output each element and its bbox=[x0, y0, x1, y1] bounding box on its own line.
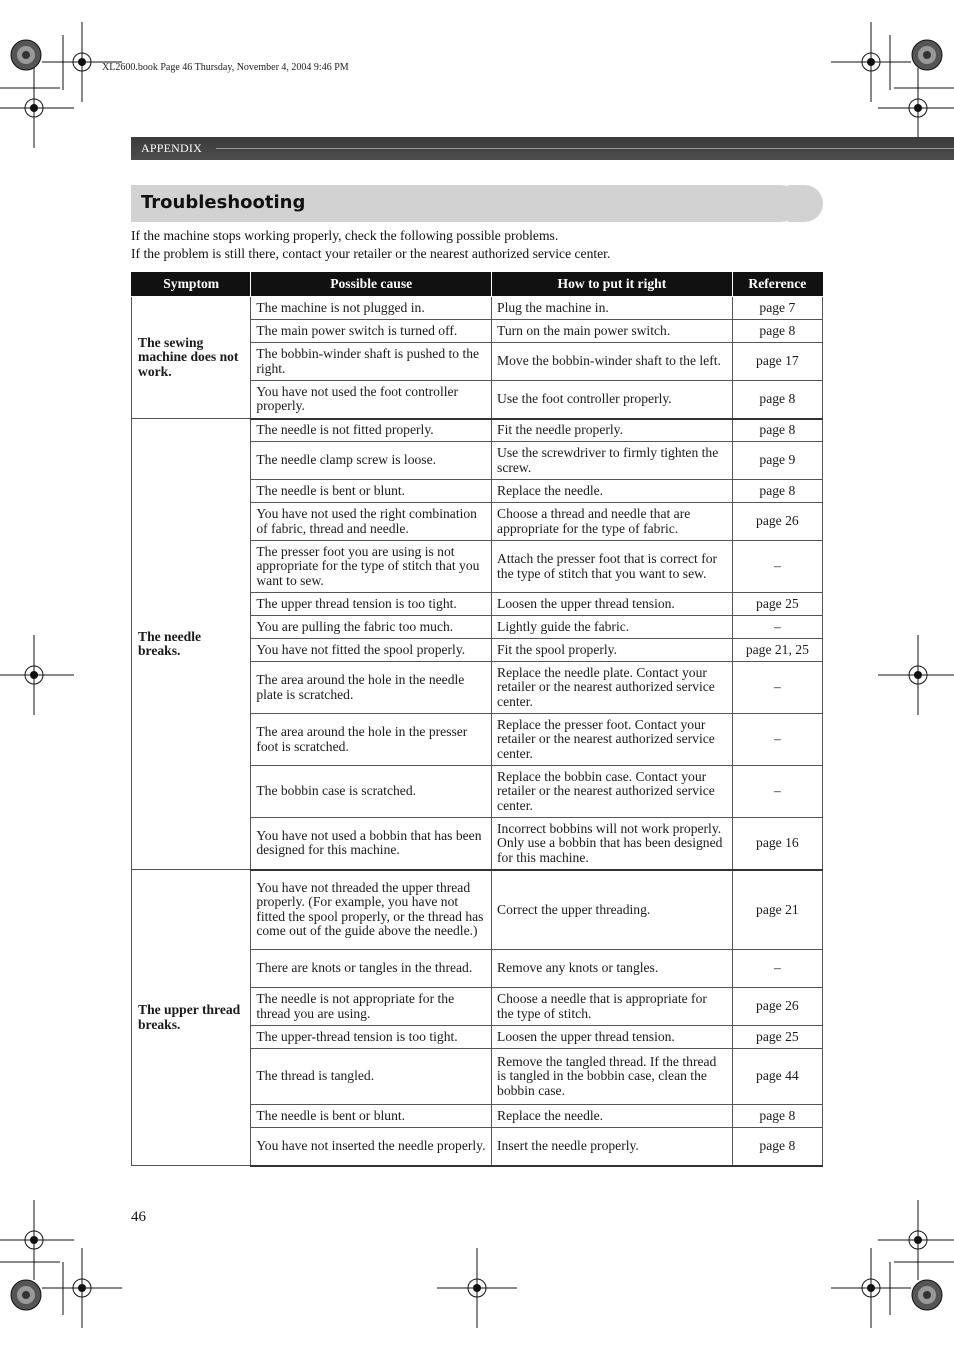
reference-cell: page 8 bbox=[732, 1128, 822, 1166]
section-header bbox=[131, 137, 954, 160]
reference-cell: page 16 bbox=[732, 818, 822, 870]
cause-cell: The area around the hole in the presser foot is scratched. bbox=[251, 714, 492, 766]
fix-cell: Replace the needle. bbox=[492, 480, 733, 503]
reference-cell: page 21 bbox=[732, 870, 822, 950]
table-row bbox=[132, 297, 823, 320]
cause-cell: The upper-thread tension is too tight. bbox=[251, 1026, 492, 1049]
fix-cell: Fit the spool properly. bbox=[492, 639, 733, 662]
reference-cell: page 21, 25 bbox=[732, 639, 822, 662]
reference-cell: – bbox=[732, 616, 822, 639]
cause-cell: The bobbin-winder shaft is pushed to the right. bbox=[251, 343, 492, 381]
symptom-cell: The upper thread breaks. bbox=[132, 870, 251, 1166]
fix-cell: Use the foot controller properly. bbox=[492, 381, 733, 419]
section-label: APPENDIX bbox=[141, 141, 202, 155]
cause-cell: The presser foot you are using is not appropriate for the type of stitch that you want to sew. bbox=[251, 541, 492, 593]
header-reference: Reference bbox=[732, 273, 822, 297]
fix-cell: Incorrect bobbins will not work properly. Only use a bobbin that has been designed for this machine. bbox=[492, 818, 733, 870]
cause-cell: You are pulling the fabric too much. bbox=[251, 616, 492, 639]
fix-cell: Use the screwdriver to firmly tighten the screw. bbox=[492, 442, 733, 480]
title-banner bbox=[131, 185, 776, 222]
fix-cell: Correct the upper threading. bbox=[492, 870, 733, 950]
fix-cell: Turn on the main power switch. bbox=[492, 320, 733, 343]
cause-cell: The needle clamp screw is loose. bbox=[251, 442, 492, 480]
reference-cell: – bbox=[732, 662, 822, 714]
cause-cell: The needle is bent or blunt. bbox=[251, 480, 492, 503]
reference-cell: page 26 bbox=[732, 988, 822, 1026]
reference-cell: page 9 bbox=[732, 442, 822, 480]
reference-cell: – bbox=[732, 714, 822, 766]
fix-cell: Remove the tangled thread. If the thread is tangled in the bobbin case, clean the bobbin case. bbox=[492, 1049, 733, 1105]
fix-cell: Loosen the upper thread tension. bbox=[492, 593, 733, 616]
fix-cell: Move the bobbin-winder shaft to the left. bbox=[492, 343, 733, 381]
fix-cell: Lightly guide the fabric. bbox=[492, 616, 733, 639]
header-symptom: Symptom bbox=[132, 273, 251, 297]
reference-cell: page 25 bbox=[732, 593, 822, 616]
print-slug: XL2600.book Page 46 Thursday, November 4, 2004 9:46 PM bbox=[102, 62, 349, 73]
cause-cell: The machine is not plugged in. bbox=[251, 297, 492, 320]
fix-cell: Plug the machine in. bbox=[492, 297, 733, 320]
reference-cell: page 17 bbox=[732, 343, 822, 381]
reference-cell: page 25 bbox=[732, 1026, 822, 1049]
cause-cell: The needle is bent or blunt. bbox=[251, 1105, 492, 1128]
table-row bbox=[132, 870, 823, 950]
cause-cell: You have not used the foot controller properly. bbox=[251, 381, 492, 419]
fix-cell: Remove any knots or tangles. bbox=[492, 950, 733, 988]
cause-cell: The upper thread tension is too tight. bbox=[251, 593, 492, 616]
fix-cell: Insert the needle properly. bbox=[492, 1128, 733, 1166]
reference-cell: – bbox=[732, 541, 822, 593]
cause-cell: You have not fitted the spool properly. bbox=[251, 639, 492, 662]
reference-cell: page 8 bbox=[732, 419, 822, 442]
cause-cell: You have not used a bobbin that has been designed for this machine. bbox=[251, 818, 492, 870]
reference-cell: page 8 bbox=[732, 480, 822, 503]
intro-line: If the problem is still there, contact your retailer or the nearest authorized service center. bbox=[131, 246, 611, 261]
reference-cell: page 8 bbox=[732, 320, 822, 343]
table-header-row bbox=[132, 273, 823, 297]
header-fix: How to put it right bbox=[492, 273, 733, 297]
reference-cell: page 8 bbox=[732, 381, 822, 419]
fix-cell: Attach the presser foot that is correct for the type of stitch that you want to sew. bbox=[492, 541, 733, 593]
cause-cell: You have not threaded the upper thread properly. (For example, you have not fitted the spool properly, or the thread has come out of the guide above the needle.) bbox=[251, 870, 492, 950]
table-row bbox=[132, 419, 823, 442]
cause-cell: You have not used the right combination of fabric, thread and needle. bbox=[251, 503, 492, 541]
cause-cell: There are knots or tangles in the thread. bbox=[251, 950, 492, 988]
symptom-cell: The sewing machine does not work. bbox=[132, 297, 251, 419]
table-body bbox=[132, 297, 823, 1166]
reference-cell: page 26 bbox=[732, 503, 822, 541]
cause-cell: The thread is tangled. bbox=[251, 1049, 492, 1105]
cause-cell: The needle is not fitted properly. bbox=[251, 419, 492, 442]
troubleshooting-table bbox=[131, 272, 823, 1167]
symptom-cell: The needle breaks. bbox=[132, 419, 251, 870]
reference-cell: – bbox=[732, 950, 822, 988]
page-number: 46 bbox=[131, 1209, 146, 1225]
cause-cell: You have not inserted the needle properly. bbox=[251, 1128, 492, 1166]
cause-cell: The bobbin case is scratched. bbox=[251, 766, 492, 818]
fix-cell: Replace the needle plate. Contact your retailer or the nearest authorized service center. bbox=[492, 662, 733, 714]
intro-line: If the machine stops working properly, check the following possible problems. bbox=[131, 228, 559, 243]
fix-cell: Loosen the upper thread tension. bbox=[492, 1026, 733, 1049]
header-cause: Possible cause bbox=[251, 273, 492, 297]
fix-cell: Choose a thread and needle that are appropriate for the type of fabric. bbox=[492, 503, 733, 541]
cause-cell: The main power switch is turned off. bbox=[251, 320, 492, 343]
reference-cell: page 7 bbox=[732, 297, 822, 320]
page-title: Troubleshooting bbox=[141, 192, 306, 213]
cause-cell: The area around the hole in the needle plate is scratched. bbox=[251, 662, 492, 714]
reference-cell: page 44 bbox=[732, 1049, 822, 1105]
fix-cell: Replace the presser foot. Contact your retailer or the nearest authorized service center. bbox=[492, 714, 733, 766]
section-rule bbox=[216, 148, 954, 149]
fix-cell: Choose a needle that is appropriate for the type of stitch. bbox=[492, 988, 733, 1026]
reference-cell: – bbox=[732, 766, 822, 818]
intro-text bbox=[131, 227, 610, 263]
reference-cell: page 8 bbox=[732, 1105, 822, 1128]
fix-cell: Replace the bobbin case. Contact your retailer or the nearest authorized service center. bbox=[492, 766, 733, 818]
cause-cell: The needle is not appropriate for the thread you are using. bbox=[251, 988, 492, 1026]
fix-cell: Fit the needle properly. bbox=[492, 419, 733, 442]
fix-cell: Replace the needle. bbox=[492, 1105, 733, 1128]
